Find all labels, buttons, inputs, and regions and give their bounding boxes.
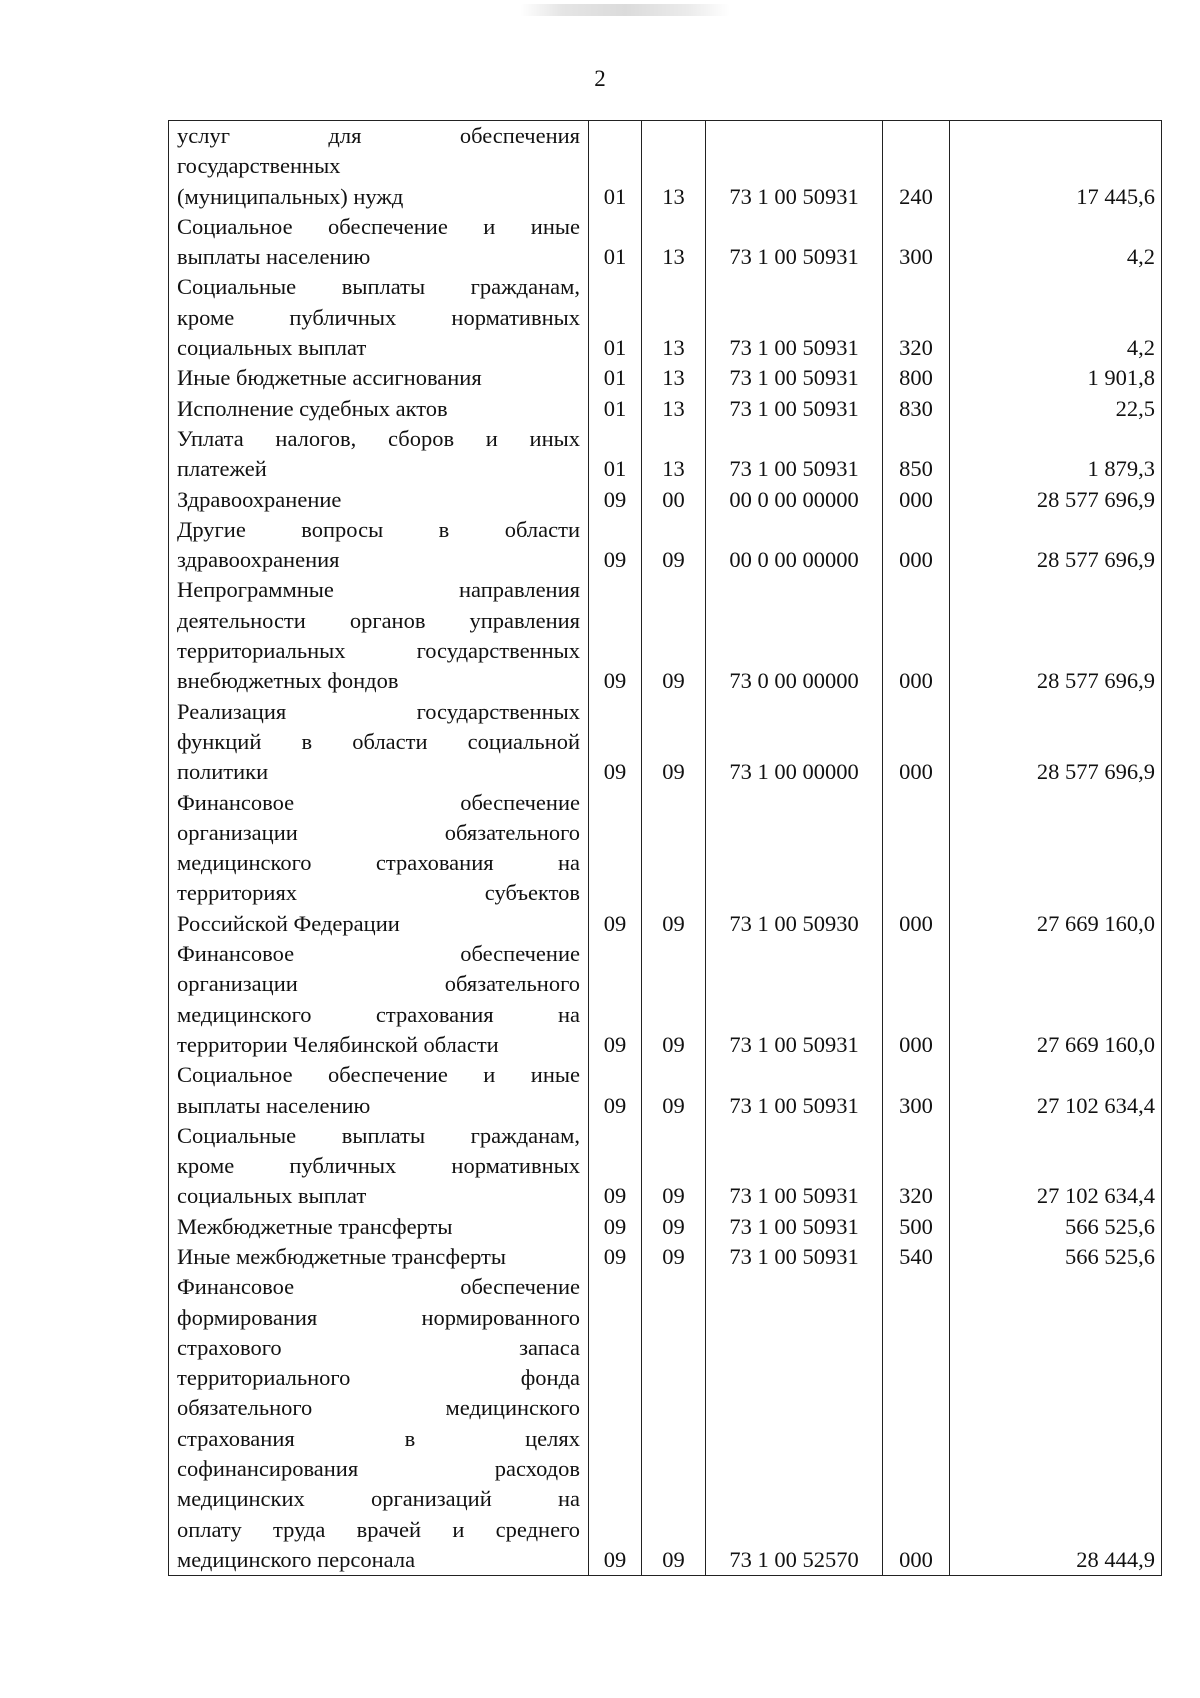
row-amount-cell: 27 102 634,4 bbox=[950, 1121, 1162, 1212]
row-amount-cell: 1 901,8 bbox=[950, 363, 1162, 393]
row-name-line: государственных bbox=[177, 153, 341, 179]
row-target-article-cell: 73 1 00 52570 bbox=[706, 1272, 883, 1575]
row-subsection-cell: 09 bbox=[642, 939, 706, 1060]
table-row bbox=[169, 424, 1162, 485]
table-row bbox=[169, 485, 1162, 515]
row-name-cell bbox=[169, 1242, 589, 1272]
row-name-cell bbox=[169, 424, 589, 485]
row-name-line: страхования в целях bbox=[177, 1425, 580, 1451]
row-amount-cell: 27 669 160,0 bbox=[950, 939, 1162, 1060]
row-target-article-cell: 73 1 00 50930 bbox=[706, 788, 883, 939]
row-name-line: внебюджетных фондов bbox=[177, 668, 399, 694]
table-row bbox=[169, 1242, 1162, 1272]
row-subsection-cell: 13 bbox=[642, 212, 706, 273]
row-name-line: социальных выплат bbox=[177, 1183, 367, 1209]
table-row bbox=[169, 1212, 1162, 1242]
row-section-cell: 09 bbox=[589, 515, 642, 576]
row-name-cell bbox=[169, 212, 589, 273]
row-subsection-cell: 13 bbox=[642, 424, 706, 485]
row-expense-type-cell: 320 bbox=[883, 272, 950, 363]
row-amount-cell: 28 577 696,9 bbox=[950, 697, 1162, 788]
row-section-cell: 01 bbox=[589, 121, 642, 212]
row-name-cell bbox=[169, 1060, 589, 1121]
row-name-line: территориальных государственных bbox=[177, 638, 580, 664]
row-amount-cell: 27 669 160,0 bbox=[950, 788, 1162, 939]
row-name-line: медицинского персонала bbox=[177, 1546, 416, 1572]
row-name-line: Уплата налогов, сборов и иных bbox=[177, 425, 580, 451]
row-subsection-cell: 09 bbox=[642, 697, 706, 788]
table-row bbox=[169, 515, 1162, 576]
row-name-line: выплаты населению bbox=[177, 244, 371, 270]
row-target-article-cell: 73 1 00 50931 bbox=[706, 212, 883, 273]
row-name-line: территориального фонда bbox=[177, 1365, 580, 1391]
row-name-line: выплаты населению bbox=[177, 1092, 371, 1118]
row-name-cell bbox=[169, 121, 589, 212]
table-row bbox=[169, 363, 1162, 393]
row-name-line: платежей bbox=[177, 456, 267, 482]
row-subsection-cell: 13 bbox=[642, 121, 706, 212]
page-number: 2 bbox=[594, 66, 606, 91]
row-name-line: Другие вопросы в области bbox=[177, 516, 580, 542]
row-amount-cell: 17 445,6 bbox=[950, 121, 1162, 212]
row-subsection-cell: 09 bbox=[642, 1272, 706, 1575]
row-target-article-cell: 73 1 00 50931 bbox=[706, 1060, 883, 1121]
row-name-line: медицинских организаций на bbox=[177, 1486, 580, 1512]
row-target-article-cell: 73 1 00 50931 bbox=[706, 939, 883, 1060]
row-subsection-cell: 13 bbox=[642, 394, 706, 424]
row-section-cell: 01 bbox=[589, 424, 642, 485]
row-name-line: политики bbox=[177, 759, 269, 785]
table-row bbox=[169, 1272, 1162, 1575]
row-subsection-cell: 09 bbox=[642, 788, 706, 939]
row-name-line: медицинского страхования на bbox=[177, 1001, 580, 1027]
row-name-cell bbox=[169, 485, 589, 515]
row-section-cell: 09 bbox=[589, 575, 642, 696]
row-expense-type-cell: 000 bbox=[883, 575, 950, 696]
row-expense-type-cell: 830 bbox=[883, 394, 950, 424]
row-expense-type-cell: 000 bbox=[883, 939, 950, 1060]
row-section-cell: 01 bbox=[589, 272, 642, 363]
table-row bbox=[169, 1060, 1162, 1121]
row-target-article-cell: 73 1 00 50931 bbox=[706, 1212, 883, 1242]
row-subsection-cell: 09 bbox=[642, 515, 706, 576]
row-section-cell: 09 bbox=[589, 939, 642, 1060]
row-section-cell: 09 bbox=[589, 1242, 642, 1272]
row-subsection-cell: 13 bbox=[642, 272, 706, 363]
row-expense-type-cell: 320 bbox=[883, 1121, 950, 1212]
row-target-article-cell: 73 1 00 50931 bbox=[706, 272, 883, 363]
row-section-cell: 09 bbox=[589, 1121, 642, 1212]
row-name-line: медицинского страхования на bbox=[177, 850, 580, 876]
row-name-line: услуг для обеспечения bbox=[177, 123, 580, 148]
row-expense-type-cell: 240 bbox=[883, 121, 950, 212]
row-name-line: (муниципальных) нужд bbox=[177, 183, 404, 209]
row-expense-type-cell: 000 bbox=[883, 1272, 950, 1575]
row-section-cell: 01 bbox=[589, 363, 642, 393]
row-target-article-cell: 73 1 00 50931 bbox=[706, 424, 883, 485]
row-expense-type-cell: 300 bbox=[883, 212, 950, 273]
row-name-line: Социальное обеспечение и иные bbox=[177, 213, 580, 239]
row-section-cell: 01 bbox=[589, 394, 642, 424]
row-expense-type-cell: 850 bbox=[883, 424, 950, 485]
row-subsection-cell: 09 bbox=[642, 1121, 706, 1212]
row-amount-cell: 4,2 bbox=[950, 272, 1162, 363]
row-amount-cell: 27 102 634,4 bbox=[950, 1060, 1162, 1121]
row-name-line: Финансовое обеспечение bbox=[177, 789, 580, 815]
row-name-cell bbox=[169, 394, 589, 424]
row-name-cell bbox=[169, 1212, 589, 1242]
row-expense-type-cell: 000 bbox=[883, 697, 950, 788]
row-name-line: Иные межбюджетные трансферты bbox=[177, 1243, 507, 1269]
row-amount-cell: 4,2 bbox=[950, 212, 1162, 273]
row-target-article-cell: 73 1 00 50931 bbox=[706, 1242, 883, 1272]
row-amount-cell: 28 577 696,9 bbox=[950, 575, 1162, 696]
row-name-line: территории Челябинской области bbox=[177, 1031, 499, 1057]
row-amount-cell: 566 525,6 bbox=[950, 1242, 1162, 1272]
row-name-cell bbox=[169, 697, 589, 788]
row-subsection-cell: 13 bbox=[642, 363, 706, 393]
row-name-cell bbox=[169, 363, 589, 393]
row-name-line: Социальное обеспечение и иные bbox=[177, 1062, 580, 1088]
row-name-line: Непрограммные направления bbox=[177, 577, 580, 603]
row-target-article-cell: 00 0 00 00000 bbox=[706, 485, 883, 515]
row-name-cell bbox=[169, 939, 589, 1060]
row-name-cell bbox=[169, 1272, 589, 1575]
row-name-line: формирования нормированного bbox=[177, 1304, 580, 1330]
row-subsection-cell: 09 bbox=[642, 1060, 706, 1121]
row-section-cell: 09 bbox=[589, 1272, 642, 1575]
row-name-line: кроме публичных нормативных bbox=[177, 1153, 580, 1179]
row-name-line: софинансирования расходов bbox=[177, 1456, 580, 1482]
row-name-line: обязательного медицинского bbox=[177, 1395, 580, 1421]
row-name-line: организации обязательного bbox=[177, 819, 580, 845]
row-name-line: кроме публичных нормативных bbox=[177, 304, 580, 330]
row-section-cell: 09 bbox=[589, 485, 642, 515]
table-row bbox=[169, 788, 1162, 939]
row-expense-type-cell: 300 bbox=[883, 1060, 950, 1121]
row-name-line: Социальные выплаты гражданам, bbox=[177, 274, 580, 300]
row-expense-type-cell: 000 bbox=[883, 515, 950, 576]
row-section-cell: 09 bbox=[589, 697, 642, 788]
row-name-line: территориях субъектов bbox=[177, 880, 580, 906]
row-section-cell: 01 bbox=[589, 212, 642, 273]
row-expense-type-cell: 800 bbox=[883, 363, 950, 393]
scan-artifact bbox=[520, 4, 730, 16]
row-name-line: оплату труда врачей и среднего bbox=[177, 1516, 580, 1542]
row-section-cell: 09 bbox=[589, 1212, 642, 1242]
table-row bbox=[169, 272, 1162, 363]
row-subsection-cell: 09 bbox=[642, 1242, 706, 1272]
row-name-line: деятельности органов управления bbox=[177, 607, 580, 633]
row-name-line: Социальные выплаты гражданам, bbox=[177, 1122, 580, 1148]
row-target-article-cell: 00 0 00 00000 bbox=[706, 515, 883, 576]
row-expense-type-cell: 540 bbox=[883, 1242, 950, 1272]
table-row bbox=[169, 212, 1162, 273]
table-row bbox=[169, 1121, 1162, 1212]
table-row bbox=[169, 394, 1162, 424]
row-section-cell: 09 bbox=[589, 1060, 642, 1121]
row-expense-type-cell: 000 bbox=[883, 485, 950, 515]
row-name-line: Исполнение судебных актов bbox=[177, 395, 448, 421]
row-name-line: Иные бюджетные ассигнования bbox=[177, 365, 482, 391]
row-target-article-cell: 73 1 00 50931 bbox=[706, 394, 883, 424]
row-name-line: Реализация государственных bbox=[177, 698, 580, 724]
row-name-cell bbox=[169, 1121, 589, 1212]
table-row bbox=[169, 697, 1162, 788]
row-target-article-cell: 73 1 00 50931 bbox=[706, 363, 883, 393]
row-name-cell bbox=[169, 788, 589, 939]
row-name-cell bbox=[169, 272, 589, 363]
table-row bbox=[169, 121, 1162, 212]
row-amount-cell: 566 525,6 bbox=[950, 1212, 1162, 1242]
row-name-line: социальных выплат bbox=[177, 335, 367, 361]
table-row bbox=[169, 939, 1162, 1060]
row-name-line: здравоохранения bbox=[177, 547, 340, 573]
row-name-line: Финансовое обеспечение bbox=[177, 941, 580, 967]
row-amount-cell: 28 577 696,9 bbox=[950, 485, 1162, 515]
row-section-cell: 09 bbox=[589, 788, 642, 939]
row-amount-cell: 28 577 696,9 bbox=[950, 515, 1162, 576]
table-body bbox=[169, 121, 1162, 1576]
row-expense-type-cell: 500 bbox=[883, 1212, 950, 1242]
budget-table bbox=[168, 120, 1162, 1576]
row-name-cell bbox=[169, 515, 589, 576]
row-amount-cell: 28 444,9 bbox=[950, 1272, 1162, 1575]
row-subsection-cell: 09 bbox=[642, 1212, 706, 1242]
row-name-line: Межбюджетные трансферты bbox=[177, 1213, 453, 1239]
row-subsection-cell: 09 bbox=[642, 575, 706, 696]
row-expense-type-cell: 000 bbox=[883, 788, 950, 939]
row-name-cell bbox=[169, 575, 589, 696]
row-name-line: функций в области социальной bbox=[177, 728, 580, 754]
row-name-line: страхового запаса bbox=[177, 1334, 580, 1360]
row-name-line: Российской Федерации bbox=[177, 910, 400, 936]
row-target-article-cell: 73 1 00 00000 bbox=[706, 697, 883, 788]
row-subsection-cell: 00 bbox=[642, 485, 706, 515]
row-target-article-cell: 73 0 00 00000 bbox=[706, 575, 883, 696]
table-row bbox=[169, 575, 1162, 696]
row-target-article-cell: 73 1 00 50931 bbox=[706, 121, 883, 212]
row-name-line: Здравоохранение bbox=[177, 486, 342, 512]
row-name-line: Финансовое обеспечение bbox=[177, 1274, 580, 1300]
row-amount-cell: 1 879,3 bbox=[950, 424, 1162, 485]
row-target-article-cell: 73 1 00 50931 bbox=[706, 1121, 883, 1212]
row-amount-cell: 22,5 bbox=[950, 394, 1162, 424]
row-name-line: организации обязательного bbox=[177, 971, 580, 997]
